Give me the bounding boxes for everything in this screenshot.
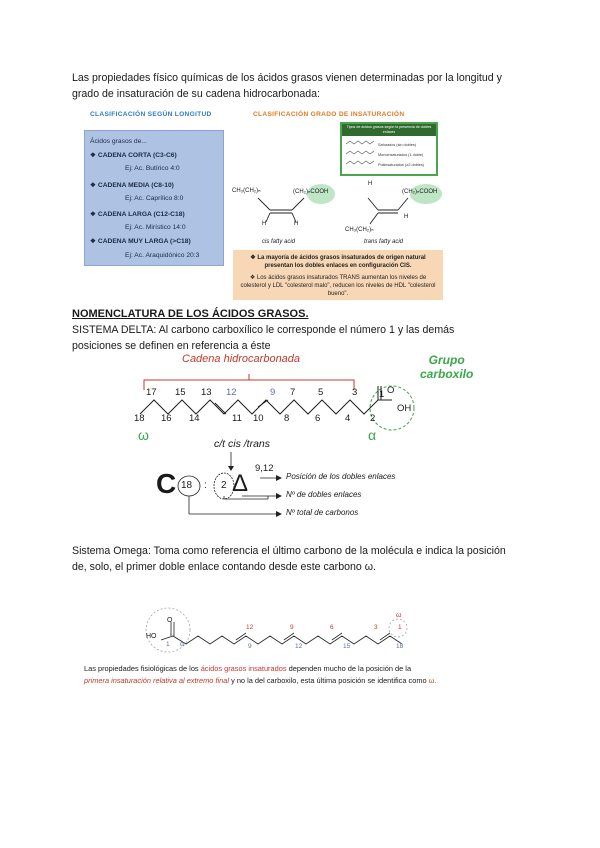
- delta-line-1: SISTEMA DELTA: Al carbono carboxílico le corresponde el número 1 y las demás: [72, 324, 455, 336]
- list-item-example: Ej: Ac. Araquidónico 20:3: [125, 252, 200, 259]
- cis-caption: cis fatty acid: [262, 239, 296, 245]
- carbon-number: 6: [315, 413, 321, 424]
- legend-item: Saturados (sin dobles): [378, 143, 416, 147]
- legend-total-carbons: Nº total de carbonos: [286, 508, 359, 517]
- carbon-number: 17: [146, 387, 157, 398]
- carbon-number: 2: [370, 413, 376, 424]
- legend-item: Monoinsaturados (1 doble): [378, 153, 424, 157]
- formula-total-carbons: 18: [181, 480, 193, 491]
- carbon-number: 1: [379, 389, 385, 400]
- carbon-number: 15: [175, 387, 186, 398]
- carbon-number: 5: [318, 387, 324, 398]
- legend-item: Poliinsaturados (≥2 dobles): [378, 163, 424, 167]
- carboxyl-group-label: Grupo carboxilo: [420, 353, 474, 381]
- carbon-number: 16: [161, 413, 172, 424]
- unsaturation-legend-box: [340, 122, 438, 176]
- trans-caption: trans fatty acid: [364, 239, 404, 245]
- legend-positions: Posición de los dobles enlaces: [286, 472, 396, 481]
- cis-ch3-label: CH₃(CH₂)ₙ: [232, 188, 261, 194]
- carbon-number: 10: [253, 413, 264, 424]
- list-item: ❖ CADENA LARGA (C12-C18): [90, 211, 185, 218]
- legend-title: Tipos de ácidos grasos según la presencia de dobles enlaces: [342, 124, 436, 136]
- carbon-number: 4: [345, 413, 351, 424]
- hydroxyl-label: OH: [397, 403, 412, 414]
- intro-line-1: Las propiedades físico químicas de los ácidos grasos vienen determinadas por la longitud y: [72, 72, 502, 84]
- carbon-number: 7: [290, 387, 296, 398]
- box-intro: Ácidos grasos de...: [90, 138, 147, 145]
- omega-symbol: ω: [138, 427, 149, 443]
- carbon-number-double-bond: 12: [226, 387, 237, 398]
- carbon-number-double-bond: 9: [270, 387, 276, 398]
- list-item: ❖ CADENA MUY LARGA (>C18): [90, 238, 191, 245]
- chain-label: Cadena hidrocarbonada: [182, 353, 301, 365]
- length-classification-box: [84, 130, 224, 266]
- list-item: ❖ CADENA CORTA (C3-C6): [90, 152, 177, 159]
- omega-ho-label: HO: [146, 633, 157, 640]
- omega-line-1: Sistema Omega: Toma como referencia el último carbono de la molécula e indica la posición: [72, 545, 506, 557]
- omega-o-label: O: [167, 617, 173, 624]
- unsaturation-classification-title: CLASIFICACIÓN GRADO DE INSATURACIÓN: [253, 111, 405, 118]
- carbonyl-oxygen: O: [387, 385, 395, 396]
- note-trans: ❖ Los ácidos grasos insaturados TRANS aumentan los niveles de colesterol y LDL "colesterol malo", reducen los niveles de HDL "colesterol bueno".: [240, 275, 436, 297]
- formula-colon: :: [204, 480, 207, 491]
- nomenclature-heading: NOMENCLATURA DE LOS ÁCIDOS GRASOS.: [72, 308, 309, 320]
- carbon-number: 18: [134, 413, 145, 424]
- carbon-number: 11: [232, 413, 242, 424]
- omega-top-number: 9: [290, 624, 294, 631]
- omega-top-number: 12: [246, 624, 254, 631]
- omega-bottom-number: 18: [396, 643, 404, 650]
- trans-cooh-label: (CH₂)ₙCOOH: [402, 189, 438, 195]
- note-line-2: primera insaturación relativa al extremo final y no la del carboxilo, esta última posición se identifica como ω.: [84, 676, 437, 685]
- omega-top-number: 6: [330, 624, 334, 631]
- omega-bottom-number: 15: [343, 643, 351, 650]
- trans-h-label: H: [404, 214, 409, 220]
- omega-system-paragraph: [72, 543, 552, 575]
- intro-line-2: grado de insaturación de su cadena hidrocarbonada:: [72, 88, 320, 100]
- omega-top-number: 1: [398, 624, 402, 631]
- cis-trans-label: c/t cis /trans: [214, 438, 271, 450]
- carbon-number: 8: [284, 413, 290, 424]
- cis-h-label: H: [294, 221, 299, 227]
- omega-bottom-number: 12: [295, 643, 303, 650]
- omega-end-symbol: ω: [396, 612, 402, 619]
- trans-h-label: H: [368, 181, 373, 187]
- omega-top-number: 3: [374, 624, 378, 631]
- carbon-number: 14: [189, 413, 200, 424]
- formula-double-bonds: 2: [221, 480, 227, 491]
- list-item-example: Ej: Ac. Caprílico 8:0: [125, 195, 184, 202]
- physiological-note: [84, 663, 514, 687]
- legend-double-count: Nº de dobles enlaces: [286, 490, 362, 499]
- delta-system-paragraph: [72, 322, 542, 354]
- omega-line-2: de, solo, el primer doble enlace contando desde este carbono ω.: [72, 561, 376, 573]
- formula-positions: 9,12: [255, 463, 274, 474]
- intro-paragraph: [72, 70, 552, 102]
- unsaturation-notes: [233, 250, 443, 300]
- trans-ch3-label: CH₃(CH₂)ₙ: [345, 227, 374, 233]
- note-cis: ❖ La mayoría de ácidos grasos insaturados de origen natural presentan los dobles enlaces en configuración CIS.: [250, 255, 426, 269]
- alpha-symbol: α: [368, 427, 377, 443]
- formula-carbon: C: [156, 468, 177, 499]
- delta-line-2: posiciones se definen en referencia a éste: [72, 340, 271, 352]
- delta-symbol: Δ: [232, 470, 249, 497]
- delta-chain-structure: [130, 360, 450, 440]
- list-item: ❖ CADENA MEDIA (C8-10): [90, 182, 174, 189]
- omega-bottom-number: 9: [248, 643, 252, 650]
- cis-h-label: H: [262, 221, 267, 227]
- list-item-example: Ej: Ac. Mirístico 14:0: [125, 224, 186, 231]
- omega-alpha: α: [180, 641, 185, 648]
- carbon-number: 13: [201, 387, 212, 398]
- cis-cooh-label: (CH₂)ₙCOOH: [293, 189, 329, 195]
- note-line-1: Las propiedades fisiológicas de los ácidos grasos insaturados dependen mucho de la posición de la: [84, 664, 412, 673]
- omega-carbon-1: 1: [166, 641, 170, 648]
- carbon-number: 3: [352, 387, 358, 398]
- length-classification-title: CLASIFICACIÓN SEGÚN LONGITUD: [90, 111, 212, 118]
- list-item-example: Ej: Ac. Butírico 4:0: [125, 165, 180, 172]
